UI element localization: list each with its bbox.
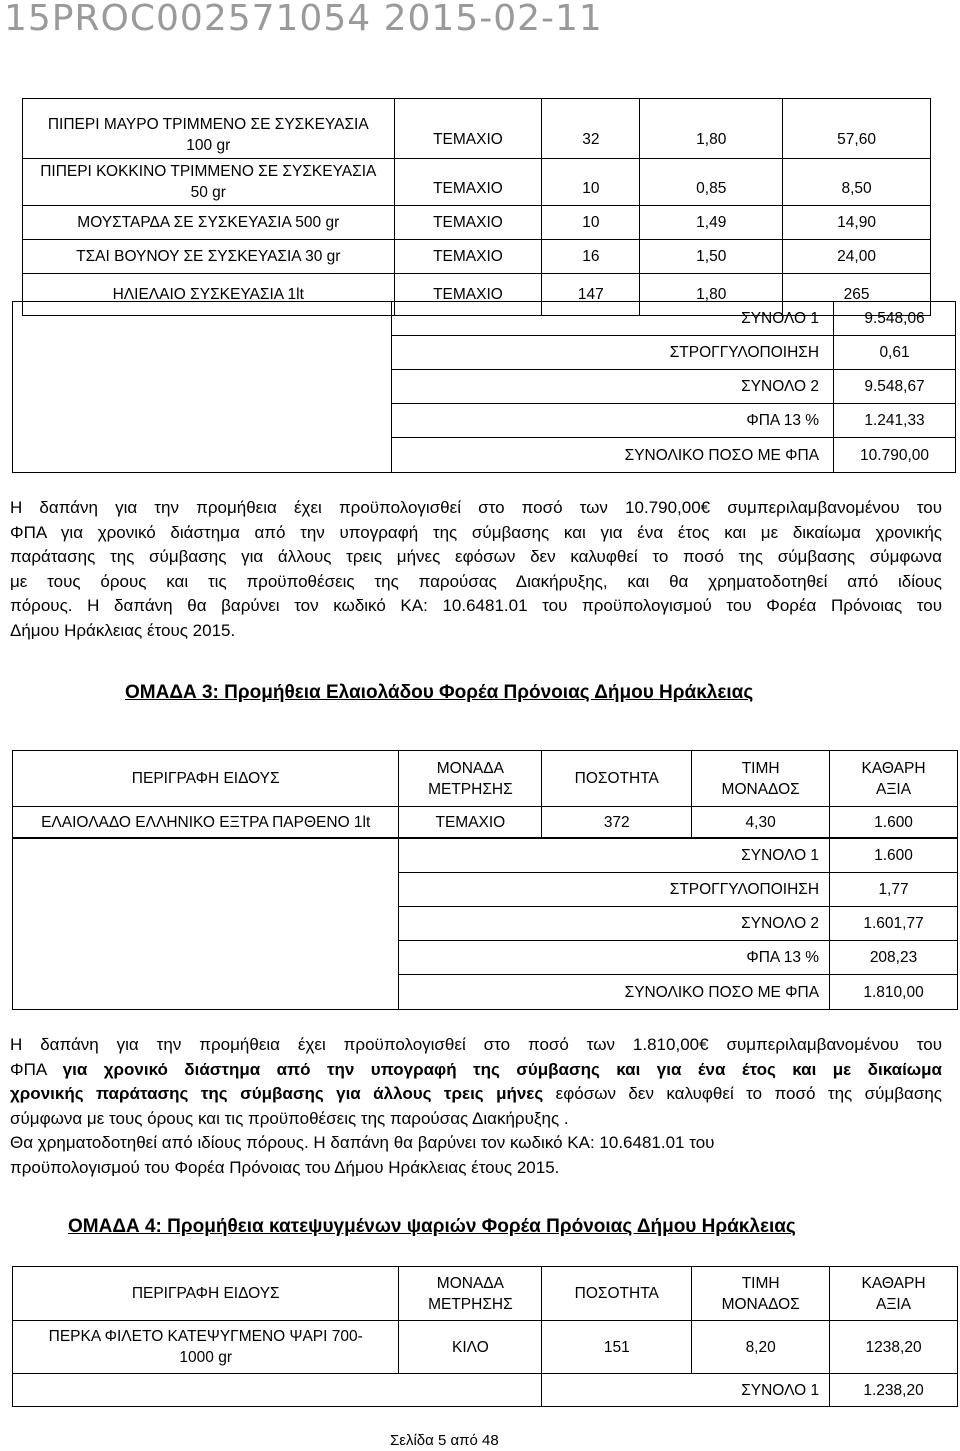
summary-label: ΣΥΝΟΛΟ 1: [542, 1374, 830, 1407]
summary-label: ΣΥΝΟΛΟ 2: [392, 370, 834, 404]
table-group2-summary: [12, 301, 956, 473]
summary-value: 9.548,67: [834, 370, 956, 404]
blank-cell: [13, 302, 392, 473]
summary-label: ΣΥΝΟΛΙΚΟ ΠΟΣΟ ΜΕ ΦΠΑ: [392, 438, 834, 473]
paragraph-group3-budget: Η δαπάνη για την προμήθεια έχει προϋπολογισθεί στο ποσό των 1.810,00€ συμπεριλαμβανομένου του ΦΠΑ για χρονικό διάστημα από την υπογραφή της σύμβασης και για ένα έτος και με δικαίωμα χρονικής παράτασης της σύμβασης για άλλους τρεις μήνες εφόσων δεν καλυφθεί το ποσό της σύμβασης σύμφωνα με τους όρους και τις προϋποθέσεις της παρούσας Διακήρυξης . Θα χρηματοδοτηθεί από ιδίους πόρους. Η δαπάνη θα βαρύνει τον κωδικό ΚΑ: 10.6481.01 του προϋπολογισμού του Φορέα Πρόνοιας του Δήμου Ηράκλειας έτους 2015.: [10, 1035, 943, 1177]
item-quantity: 10: [542, 206, 640, 240]
header-quantity: ΠΟΣΟΤΗΤΑ: [542, 751, 692, 807]
item-total: 1.600: [830, 807, 958, 838]
item-description: ΠΕΡΚΑ ΦΙΛΕΤΟ ΚΑΤΕΨΥΓΜΕΝΟ ΨΑΡΙ 700- 1000 gr: [13, 1321, 399, 1374]
item-description: ΕΛΑΙΟΛΑΔΟ ΕΛΛΗΝΙΚΟ ΕΞΤΡΑ ΠΑΡΘΕΝΟ 1lt: [13, 807, 399, 838]
document-watermark: 15PROC002571054 2015-02-11: [4, 0, 603, 39]
item-price: 1,50: [640, 240, 783, 274]
summary-label: ΣΥΝΟΛΟ 1: [399, 839, 830, 873]
summary-label: ΣΥΝΟΛΙΚΟ ΠΟΣΟ ΜΕ ΦΠΑ: [399, 975, 830, 1010]
item-price: 8,20: [692, 1321, 830, 1374]
item-unit: ΤΕΜΑΧΙΟ: [394, 159, 542, 206]
summary-value: 1.600: [830, 839, 958, 873]
item-description: ΠΙΠΕΡΙ ΚΟΚΚΙΝΟ ΤΡΙΜΜΕΝΟ ΣΕ ΣΥΣΚΕΥΑΣΙΑ 50 gr: [23, 159, 395, 206]
item-price: 1,49: [640, 206, 783, 240]
table-group4-items: [12, 1266, 958, 1407]
page-number: Σελίδα 5 από 48: [390, 1432, 499, 1449]
header-description: ΠΕΡΙΓΡΑΦΗ ΕΙΔΟΥΣ: [13, 1267, 399, 1321]
item-quantity: 10: [542, 159, 640, 206]
summary-row: [13, 302, 956, 336]
item-unit: ΤΕΜΑΧΙΟ: [399, 807, 542, 838]
header-price: ΤΙΜΗ ΜΟΝΑΔΟΣ: [692, 1267, 830, 1321]
summary-label: ΣΥΝΟΛΟ 1: [392, 302, 834, 336]
item-total: 24,00: [783, 240, 931, 274]
table-row: [23, 99, 931, 159]
summary-value: 0,61: [834, 336, 956, 370]
item-total: 14,90: [783, 206, 931, 240]
item-price: 1,80: [640, 274, 783, 316]
table-group3-summary: [12, 838, 958, 1010]
item-total: 1238,20: [830, 1321, 958, 1374]
summary-value: 208,23: [830, 941, 958, 975]
table-header-row: [13, 751, 958, 807]
item-quantity: 147: [542, 274, 640, 316]
item-price: 4,30: [692, 807, 830, 838]
table-header-row: [13, 1267, 958, 1321]
summary-value: 1.238,20: [830, 1374, 958, 1407]
summary-value: 1,77: [830, 873, 958, 907]
item-unit: ΤΕΜΑΧΙΟ: [394, 206, 542, 240]
item-quantity: 151: [542, 1321, 692, 1374]
item-price: 0,85: [640, 159, 783, 206]
item-quantity: 16: [542, 240, 640, 274]
item-unit: ΤΕΜΑΧΙΟ: [394, 240, 542, 274]
summary-value: 1.601,77: [830, 907, 958, 941]
blank-cell: [13, 1374, 542, 1407]
header-price: ΤΙΜΗ ΜΟΝΑΔΟΣ: [692, 751, 830, 807]
item-description: ΗΛΙΕΛΑΙΟ ΣΥΣΚΕΥΑΣΙΑ 1lt: [23, 274, 395, 316]
header-description: ΠΕΡΙΓΡΑΦΗ ΕΙΔΟΥΣ: [13, 751, 399, 807]
group3-title: ΟΜΑΔΑ 3: Προμήθεια Ελαιολάδου Φορέα Πρόνοιας Δήμου Ηράκλειας: [125, 682, 754, 703]
summary-label: ΦΠΑ 13 %: [399, 941, 830, 975]
item-description: ΜΟΥΣΤΑΡΔΑ ΣΕ ΣΥΣΚΕΥΑΣΙΑ 500 gr: [23, 206, 395, 240]
summary-label: ΣΤΡΟΓΓΥΛΟΠΟΙΗΣΗ: [399, 873, 830, 907]
table-row: [23, 240, 931, 274]
summary-label: ΦΠΑ 13 %: [392, 404, 834, 438]
group4-title: ΟΜΑΔΑ 4: Προμήθεια κατεψυγμένων ψαριών Φορέα Πρόνοιας Δήμου Ηράκλειας: [68, 1216, 796, 1237]
item-unit: ΚΙΛΟ: [399, 1321, 542, 1374]
item-total: 57,60: [783, 99, 931, 159]
summary-value: 9.548,06: [834, 302, 956, 336]
header-unit: ΜΟΝΑΔΑ ΜΕΤΡΗΣΗΣ: [399, 751, 542, 807]
header-unit: ΜΟΝΑΔΑ ΜΕΤΡΗΣΗΣ: [399, 1267, 542, 1321]
item-total: 8,50: [783, 159, 931, 206]
blank-cell: [13, 839, 399, 1010]
table-row: [13, 807, 958, 838]
summary-label: ΣΥΝΟΛΟ 2: [399, 907, 830, 941]
table-group3-items: [12, 750, 958, 838]
table-row: [13, 1321, 958, 1374]
item-description: ΤΣΑΙ ΒΟΥΝΟΥ ΣΕ ΣΥΣΚΕΥΑΣΙΑ 30 gr: [23, 240, 395, 274]
table-row: [23, 159, 931, 206]
summary-value: 1.241,33: [834, 404, 956, 438]
summary-value: 10.790,00: [834, 438, 956, 473]
table-row: [23, 206, 931, 240]
header-total: ΚΑΘΑΡΗ ΑΞΙΑ: [830, 1267, 958, 1321]
item-unit: ΤΕΜΑΧΙΟ: [394, 99, 542, 159]
item-description: ΠΙΠΕΡΙ ΜΑΥΡΟ ΤΡΙΜΜΕΝΟ ΣΕ ΣΥΣΚΕΥΑΣΙΑ 100 gr: [23, 99, 395, 159]
summary-value: 1.810,00: [830, 975, 958, 1010]
summary-label: ΣΤΡΟΓΓΥΛΟΠΟΙΗΣΗ: [392, 336, 834, 370]
summary-row: [13, 1374, 958, 1407]
header-total: ΚΑΘΑΡΗ ΑΞΙΑ: [830, 751, 958, 807]
item-quantity: 32: [542, 99, 640, 159]
item-price: 1,80: [640, 99, 783, 159]
summary-row: [13, 839, 958, 873]
table-group2-items: [22, 98, 931, 316]
header-quantity: ΠΟΣΟΤΗΤΑ: [542, 1267, 692, 1321]
item-quantity: 372: [542, 807, 692, 838]
item-total: 265: [783, 274, 931, 316]
item-unit: ΤΕΜΑΧΙΟ: [394, 274, 542, 316]
paragraph-group2-budget: Η δαπάνη για την προμήθεια έχει προϋπολογισθεί στο ποσό των 10.790,00€ συμπεριλαμβανομένου του ΦΠΑ για χρονικό διάστημα από την υπογραφή της σύμβασης και για ένα έτος και με δικαίωμα χρονικής παράτασης της σύμβασης για άλλους τρεις μήνες εφόσων δεν καλυφθεί το ποσό της σύμβασης σύμφωνα με τους όρους και τις προϋποθέσεις της παρούσας Διακήρυξης, και θα χρηματοδοτηθεί από ιδίους πόρους. Η δαπάνη θα βαρύνει τον κωδικό ΚΑ: 10.6481.01 του προϋπολογισμού του Φορέα Πρόνοιας του Δήμου Ηράκλειας έτους 2015.: [10, 498, 942, 640]
